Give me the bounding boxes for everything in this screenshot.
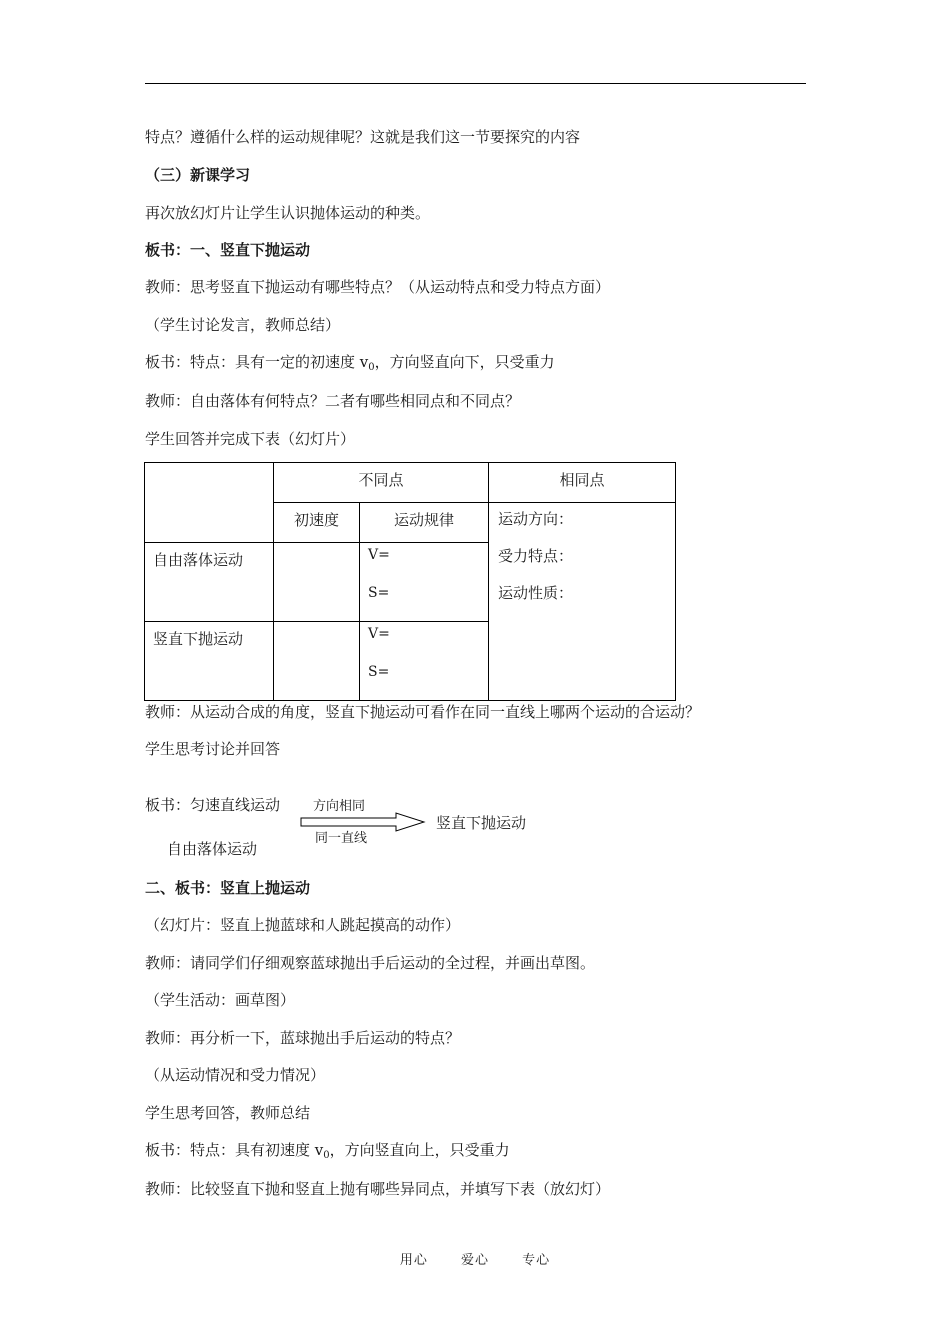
- text-line: 板书：特点：具有初速度 $v_0$，方向竖直向上，只受重力: [145, 1141, 510, 1161]
- initial-speed-cell: [274, 622, 360, 701]
- text-line: 学生思考讨论并回答: [145, 740, 281, 758]
- page-footer: [0, 1249, 950, 1268]
- text-line: （幻灯片：竖直上抛蓝球和人跳起摸高的动作）: [145, 916, 461, 934]
- formula-s: S=: [368, 664, 390, 680]
- initial-speed-cell: [274, 543, 360, 622]
- text-line: （学生活动：画草图）: [145, 991, 296, 1009]
- motion-law-header: 运动规律: [360, 503, 489, 543]
- text-line: 学生回答并完成下表（幻灯片）: [145, 430, 356, 448]
- text-line: （学生讨论发言，教师总结）: [145, 316, 341, 334]
- text-line: 教师：自由落体有何特点？二者有哪些相同点和不同点？: [145, 392, 521, 410]
- same-item: 受力特点：: [498, 547, 574, 565]
- arrow-label-bottom: 同一直线: [315, 831, 368, 846]
- diagram-result: 竖直下抛运动: [436, 814, 527, 832]
- formula-v: V=: [368, 547, 390, 563]
- section-heading: （三）新课学习: [145, 166, 251, 184]
- diff-header: 不同点: [274, 463, 489, 503]
- row-label-vertical-down: 竖直下抛运动: [145, 622, 274, 701]
- motion-law-cell: [360, 622, 489, 701]
- formula-v: V=: [368, 626, 390, 642]
- footer-word: 用心: [399, 1253, 428, 1268]
- text-line: 教师：请同学们仔细观察蓝球抛出手后运动的全过程，并画出草图。: [145, 954, 596, 972]
- table-corner-cell: [145, 463, 274, 543]
- text-line: 教师：思考竖直下抛运动有哪些特点？（从运动特点和受力特点方面）: [145, 278, 611, 296]
- motion-law-cell: [360, 543, 489, 622]
- arrow-label-top: 方向相同: [313, 799, 366, 814]
- row-label-free-fall: 自由落体运动: [145, 543, 274, 622]
- diagram-prefix: 板书：匀速直线运动: [145, 796, 281, 814]
- text-line: 学生思考回答，教师总结: [145, 1104, 311, 1122]
- footer-word: 爱心: [460, 1253, 489, 1268]
- formula-s: S=: [368, 585, 390, 601]
- text-line: 教师：从运动合成的角度，竖直下抛运动可看作在同一直线上哪两个运动的合运动？: [145, 703, 701, 721]
- text-line: 板书：特点：具有一定的初速度 $v_0$，方向竖直向下，只受重力: [145, 353, 555, 373]
- footer-word: 专心: [522, 1253, 551, 1268]
- same-points-cell: [489, 503, 676, 701]
- same-header: 相同点: [489, 463, 676, 503]
- same-item: 运动方向：: [498, 510, 574, 528]
- initial-speed-header: 初速度: [274, 503, 360, 543]
- text-line: 教师：再分析一下，蓝球抛出手后运动的特点？: [145, 1029, 461, 1047]
- diagram-second-motion: 自由落体运动: [167, 840, 258, 858]
- header-rule: [145, 83, 806, 84]
- text-line: 特点？遵循什么样的运动规律呢？这就是我们这一节要探究的内容: [145, 128, 581, 146]
- comparison-table: [144, 462, 676, 701]
- text-line: 再次放幻灯片让学生认识抛体运动的种类。: [145, 204, 431, 222]
- board-heading: 二、板书：竖直上抛运动: [145, 879, 311, 897]
- text-line: （从运动情况和受力情况）: [145, 1066, 326, 1084]
- same-item: 运动性质：: [498, 584, 574, 602]
- board-heading: 板书：一、竖直下抛运动: [145, 241, 311, 259]
- text-line: 教师：比较竖直下抛和竖直上抛有哪些异同点，并填写下表（放幻灯）: [145, 1180, 611, 1198]
